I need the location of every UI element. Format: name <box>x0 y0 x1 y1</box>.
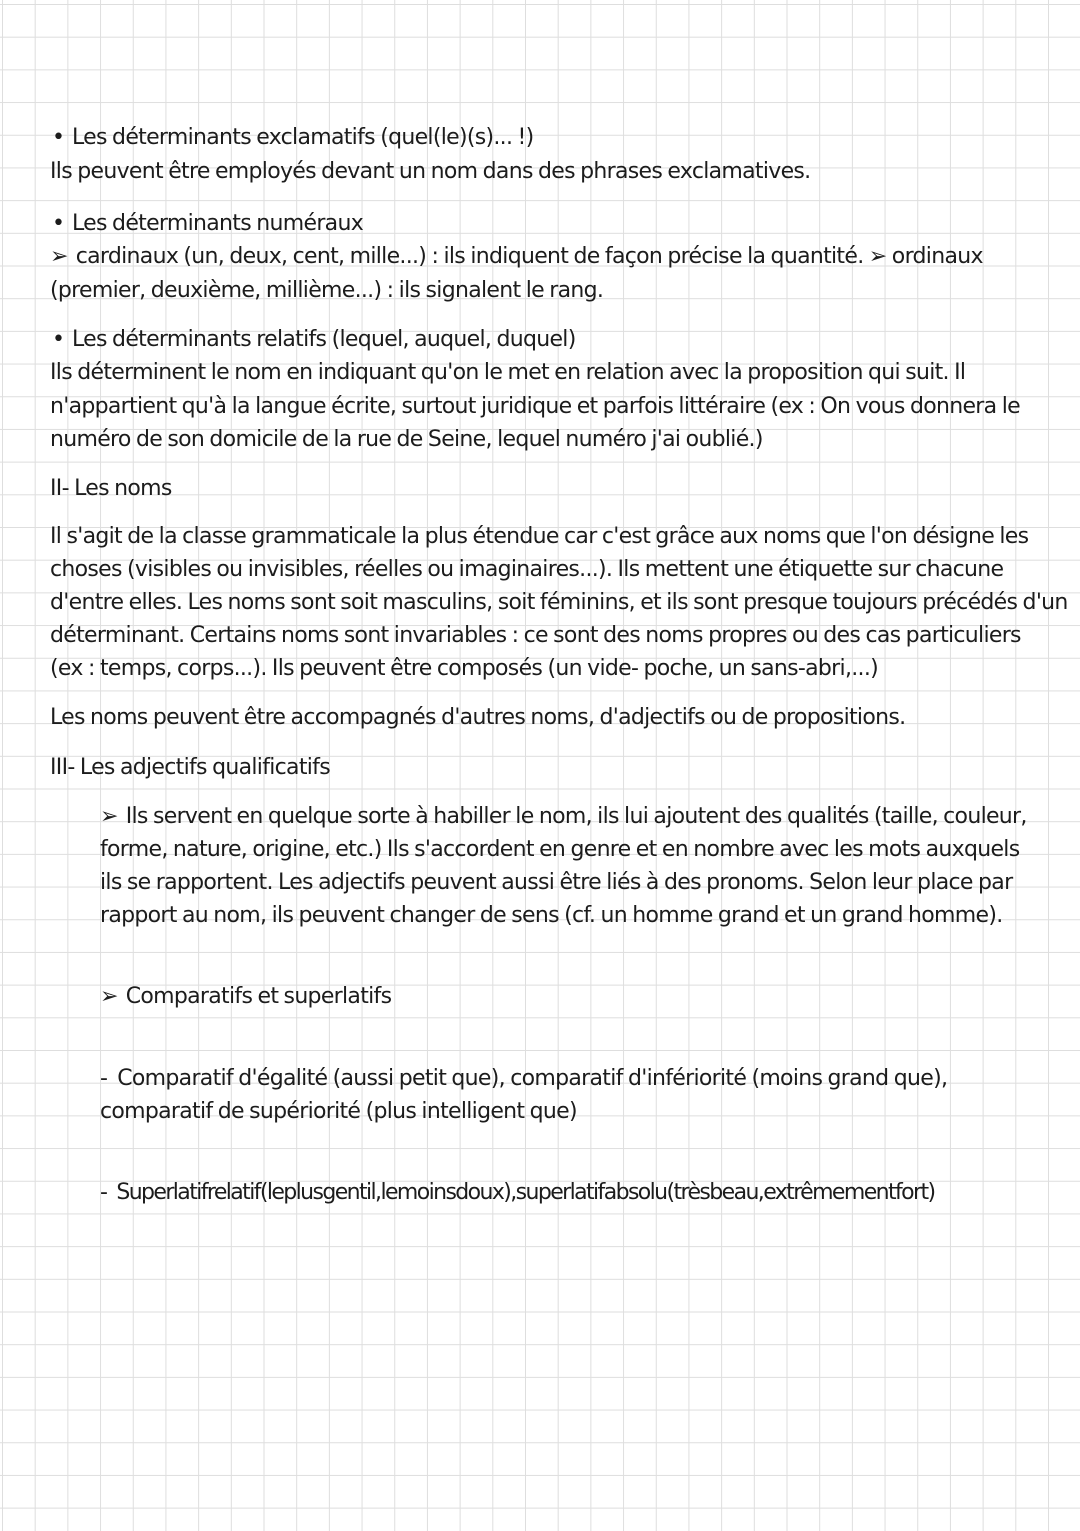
arrow-icon: ➢ <box>50 244 68 269</box>
comparatifs-subheading-line <box>100 983 391 1011</box>
relatifs-title-line <box>52 326 576 354</box>
comparatifs-subheading: Comparatifs et superlatifs <box>125 984 392 1009</box>
numeraux-line2: (premier, deuxième, millième...) : ils signalent le rang. <box>50 278 604 303</box>
noms-para1-line5: (ex : temps, corps...). Ils peuvent être composés (un vide- poche, un sans-abri,...) <box>50 656 878 681</box>
adjectifs-para1-line2: forme, nature, origine, etc.) Ils s'accordent en genre et en nombre avec les mots auxquels <box>100 837 1020 862</box>
adjectifs-para1-line1 <box>100 803 1027 831</box>
arrow-icon: ➢ <box>100 804 118 829</box>
arrow-icon: ➢ <box>100 984 118 1009</box>
noms-para1-line4: déterminant. Certains noms sont invariables : ce sont des noms propres ou des cas particuliers <box>50 623 1021 648</box>
relatifs-title: Les déterminants relatifs (lequel, auquel, duquel) <box>72 327 576 352</box>
superlatifs-text: Superlatifrelatif(leplusgentil,lemoinsdoux),superlatifabsolu(trèsbeau,extrêmementfort) <box>116 1180 935 1205</box>
exclamatifs-title-line <box>52 124 534 152</box>
bullet-icon: • <box>52 125 65 150</box>
noms-para1-line1: Il s'agit de la classe grammaticale la plus étendue car c'est grâce aux noms que l'on désigne les <box>50 524 1029 549</box>
noms-para2: Les noms peuvent être accompagnés d'autres noms, d'adjectifs ou de propositions. <box>50 705 906 730</box>
comparatifs-line2: comparatif de supériorité (plus intelligent que) <box>100 1099 577 1124</box>
adjectifs-para1-line3: ils se rapportent. Les adjectifs peuvent aussi être liés à des pronoms. Selon leur place par <box>100 870 1013 895</box>
numeraux-title-line <box>52 210 363 238</box>
exclamatifs-title: Les déterminants exclamatifs (quel(le)(s)... !) <box>72 125 534 150</box>
bullet-icon: • <box>52 211 65 236</box>
relatifs-line1: Ils déterminent le nom en indiquant qu'on le met en relation avec la proposition qui suit. Il <box>50 360 966 385</box>
relatifs-line2: n'appartient qu'à la langue écrite, surtout juridique et parfois littéraire (ex : On vous donnera le <box>50 394 1020 419</box>
relatifs-line3: numéro de son domicile de la rue de Seine, lequel numéro j'ai oublié.) <box>50 427 763 452</box>
numeraux-line1 <box>50 243 983 271</box>
adjectifs-para1-line4: rapport au nom, ils peuvent changer de sens (cf. un homme grand et un grand homme). <box>100 903 1003 928</box>
noms-heading: II- Les noms <box>50 476 172 501</box>
dash-icon: - <box>100 1180 107 1205</box>
dash-icon: - <box>100 1066 108 1091</box>
exclamatifs-body: Ils peuvent être employés devant un nom dans des phrases exclamatives. <box>50 159 811 184</box>
comparatifs-line1-text: Comparatif d'égalité (aussi petit que), comparatif d'infériorité (moins grand que), <box>117 1066 948 1091</box>
bullet-icon: • <box>52 327 65 352</box>
superlatifs-line <box>100 1179 934 1207</box>
adjectifs-para1-line1-text: Ils servent en quelque sorte à habiller le nom, ils lui ajoutent des qualités (taille, couleur, <box>125 804 1027 829</box>
comparatifs-line1 <box>100 1065 947 1093</box>
noms-para1-line2: choses (visibles ou invisibles, réelles ou imaginaires...). Ils mettent une étiquette sur chacune <box>50 557 1004 582</box>
noms-para1-line3: d'entre elles. Les noms sont soit masculins, soit féminins, et ils sont presque toujours précédés d'un <box>50 590 1068 615</box>
numeraux-line1-text: cardinaux (un, deux, cent, mille...) : ils indiquent de façon précise la quantité. ➢ ordinaux <box>75 244 983 269</box>
adjectifs-heading: III- Les adjectifs qualificatifs <box>50 755 330 780</box>
numeraux-title: Les déterminants numéraux <box>72 211 364 236</box>
